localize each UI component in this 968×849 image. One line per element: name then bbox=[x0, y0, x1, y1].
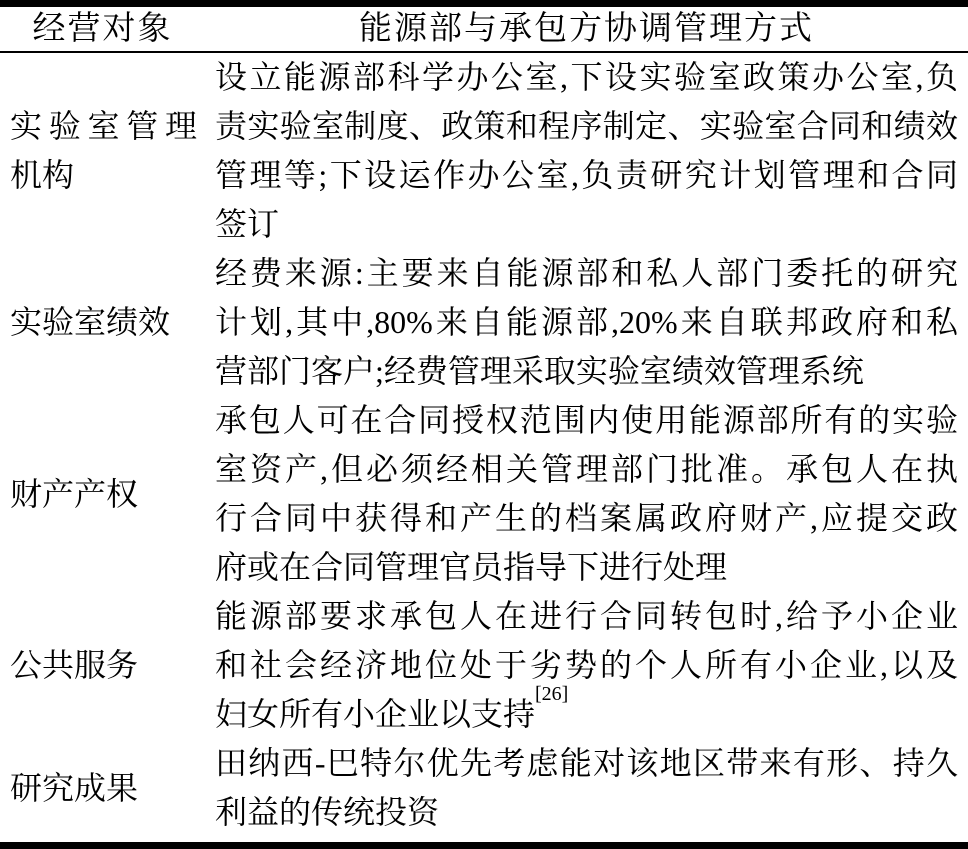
table-row bbox=[0, 52, 968, 249]
content-line: 府或在合同管理官员指导下进行处理 bbox=[215, 549, 728, 585]
content-line: 能源部要求承包人在进行合同转包时,给予小企业 bbox=[215, 598, 958, 634]
content-line: 和社会经济地位处于劣势的个人所有小企业,以及 bbox=[215, 647, 958, 683]
content-line: 承包人可在合同授权范围内使用能源部所有的实验 bbox=[215, 402, 958, 438]
content-line: 责实验室制度、政策和程序制定、实验室合同和绩效 bbox=[215, 108, 958, 144]
row-content-property-rights bbox=[205, 396, 968, 592]
label-line: 研究成果 bbox=[10, 769, 139, 806]
content-line bbox=[215, 683, 958, 739]
label-line: 公共服务 bbox=[10, 647, 139, 683]
content-line: 经费来源:主要来自能源部和私人部门委托的研究 bbox=[215, 255, 958, 291]
table-row bbox=[0, 739, 968, 846]
label-line: 实验室绩效 bbox=[10, 304, 171, 340]
content-line: 设立能源部科学办公室,下设实验室政策办公室,负 bbox=[215, 59, 958, 95]
row-label-property-rights bbox=[0, 396, 205, 592]
row-label-lab-performance bbox=[0, 249, 205, 396]
content-line: 田纳西-巴特尔优先考虑能对该地区带来有形、持久 bbox=[215, 745, 958, 781]
content-line: 利益的传统投资 bbox=[215, 794, 440, 830]
table-row bbox=[0, 592, 968, 739]
table-row bbox=[0, 249, 968, 396]
row-label-public-service bbox=[0, 592, 205, 739]
content-line: 计划,其中,80%来自能源部,20%来自联邦政府和私 bbox=[215, 304, 958, 340]
content-line: 管理等;下设运作办公室,负责研究计划管理和合同 bbox=[215, 157, 958, 193]
header-operating-object: 经营对象 bbox=[0, 4, 205, 53]
table-header bbox=[0, 4, 968, 53]
header-management-method: 能源部与承包方协调管理方式 bbox=[205, 4, 968, 53]
row-content-lab-performance bbox=[205, 249, 968, 396]
content-line: 营部门客户;经费管理采取实验室绩效管理系统 bbox=[215, 353, 864, 389]
content-line: 签订 bbox=[215, 206, 280, 242]
header-row bbox=[0, 4, 968, 53]
row-content-lab-management bbox=[205, 52, 968, 249]
label-line: 机构 bbox=[10, 157, 75, 193]
content-line: 行合同中获得和产生的档案属政府财产,应提交政 bbox=[215, 500, 958, 536]
table-row bbox=[0, 396, 968, 592]
row-content-public-service bbox=[205, 592, 968, 739]
row-content-research-results bbox=[205, 739, 968, 846]
row-label-lab-management bbox=[0, 52, 205, 249]
content-line: 室资产,但必须经相关管理部门批准。承包人在执 bbox=[215, 451, 958, 487]
label-line: 实验室管理 bbox=[10, 108, 197, 144]
citation-superscript: [26] bbox=[535, 683, 569, 706]
row-label-research-results bbox=[0, 739, 205, 846]
label-line: 财产产权 bbox=[10, 475, 139, 512]
content-line-text: 妇女所有小企业以支持 bbox=[215, 696, 536, 732]
